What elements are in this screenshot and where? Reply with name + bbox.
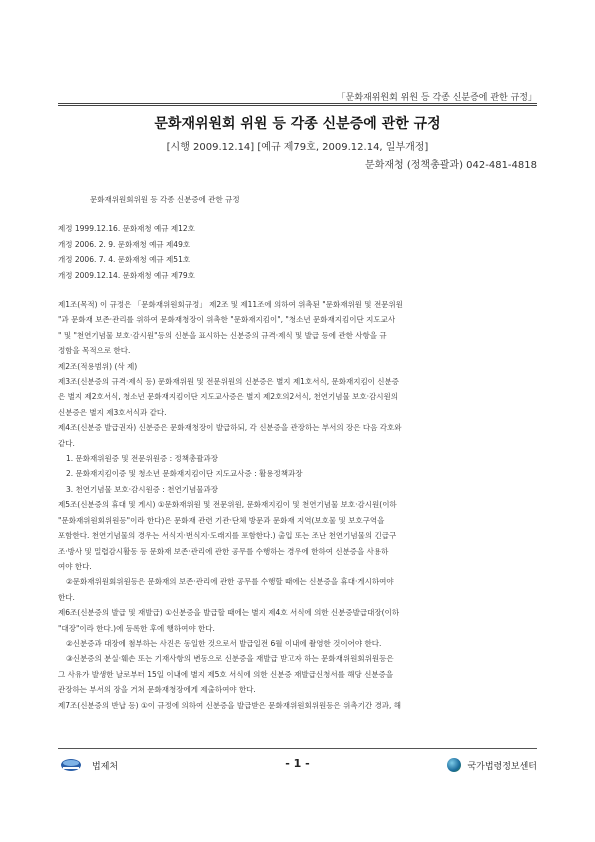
history-item: 개정 2009.12.14. 문화재청 예규 제79호 (58, 270, 195, 280)
body-line: 제2조(적용범위) (삭 제) (58, 361, 138, 371)
body-line: 정함을 목적으로 한다. (58, 346, 131, 356)
header-divider (58, 103, 537, 106)
body-line: "문화재위원회위원등"이라 한다)은 문화재 관련 기관·단체 방문과 문화재 지역(보호물 및 보호구역을 (58, 515, 385, 525)
body-line: ③신분증의 분실·훼손 또는 기재사항의 변동으로 신분증을 재발급 받고자 하는 문화재위원회위원등은 (66, 654, 394, 664)
history-item: 제정 1999.12.16. 문화재청 예규 제12호 (58, 224, 195, 233)
page-number: - 1 - (285, 757, 310, 770)
body-line: 같다. (58, 438, 75, 448)
body-line: 제1조(목적) 이 규정은 「문화재위원회규정」 제2조 및 제11조에 의하여 위촉된 "문화재위원 및 전문위원 (58, 300, 403, 309)
footer-left-label: 법제처 (92, 761, 119, 772)
page-title: 문화재위원회 위원 등 각종 신분증에 관한 규정 (154, 116, 441, 132)
department-contact: 문화재청 (정책총괄과) 042-481-4818 (365, 160, 537, 171)
body-line: 2. 문화재지킴이증 및 청소년 문화재지킴이단 지도교사증 : 활용정책과장 (66, 469, 303, 479)
body-line: 그 사유가 발생한 날로부터 15일 이내에 별지 제5호 서식에 의한 신분증 재발급신청서를 해당 신분증을 (58, 669, 394, 679)
revision-history (58, 221, 195, 283)
body-line: " 및 "천연기념물 보호·감시원"등의 신분을 표시하는 신분증의 규격·제식 및 발급 등에 관한 사항을 규 (58, 330, 387, 340)
body-line: 3. 천연기념물 보호·감시원증 : 천연기념물과장 (66, 484, 219, 494)
body-line: "과 문화재 보존·관리를 위하여 문화재청장이 위촉한 "문화재지킴이", "청소년 문화재지킴이단 지도교사 (58, 315, 396, 325)
body-line: 관장하는 부서의 장을 거쳐 문화재청장에게 제출하여야 한다. (58, 685, 256, 695)
enforcement-info: [시행 2009.12.14] [예규 제79호, 2009.12.14, 일부개정] (166, 142, 429, 153)
document-body (58, 297, 540, 713)
body-line: 한다. (58, 592, 75, 602)
body-line: 제7조(신분증의 반납 등) ①이 규정에 의하여 신분증을 발급받은 문화재위원회위원등은 위촉기간 경과, 해 (58, 700, 401, 710)
footer-right (447, 758, 537, 772)
body-line: 조·방사 및 밀렵감시활동 등 문화재 보존·관리에 관한 공무를 수행하는 경우에 한하여 신분증을 사용하 (58, 546, 389, 556)
body-line: ②신분증과 대장에 첨부하는 사진은 동일한 것으로서 발급일전 6월 이내에 촬영한 것이어야 한다. (66, 638, 382, 648)
header-doc-ref: 「문화재위원회 위원 등 각종 신분증에 관한 규정」 (336, 93, 537, 103)
body-line: ②문화재위원회위원등은 문화재의 보존·관리에 관한 공무를 수행할 때에는 신분증을 휴대·게시하여야 (66, 577, 394, 587)
body-line: 1. 문화재위원증 및 전문위원증 : 정책총괄과장 (66, 454, 219, 464)
history-item: 개정 2006. 7. 4. 문화재청 예규 제51호 (58, 255, 191, 264)
footer-divider (58, 748, 537, 749)
law-center-logo-icon (447, 758, 461, 772)
body-line: "대장"이라 한다.)에 등록한 후에 행하여야 한다. (58, 623, 215, 633)
body-line: 신분증은 별지 제3호서식과 같다. (58, 407, 167, 417)
history-item: 개정 2006. 2. 9. 문화재청 예규 제49호 (58, 239, 191, 249)
body-line: 제3조(신분증의 규격·제식 등) 문화재위원 및 전문위원의 신분증은 별지 제1호서식, 문화재지킴이 신분증 (58, 377, 400, 387)
body-line: 제4조(신분증 발급권자) 신분증은 문화재청장이 발급하되, 각 신분증을 관장하는 부서의 장은 다음 각호와 (58, 423, 402, 433)
body-line: 제5조(신분증의 휴대 및 게시) ①문화재위원 및 전문위원, 문화재지킴이 및 천연기념물 보호·감시원(이하 (58, 500, 397, 510)
body-line: 여야 한다. (58, 561, 92, 571)
body-line: 제6조(신분증의 발급 및 재발급) ①신분증을 발급할 때에는 별지 제4호 서식에 의한 신분증발급대장(이하 (58, 608, 400, 618)
footer-right-label: 국가법령정보센터 (467, 761, 537, 772)
body-line: 은 별지 제2호서식, 청소년 문화재지킴이단 지도교사증은 별지 제2호의2서식, 천연기념물 보호·감시원의 (58, 392, 398, 402)
document-name: 문화재위원회위원 등 각종 신분증에 관한 규정 (90, 195, 240, 204)
body-line: 포함한다. 천연기념물의 경우는 서식지·번식지·도래지를 포함한다.) 출입 또는 조난 천연기념물의 긴급구 (58, 531, 397, 541)
